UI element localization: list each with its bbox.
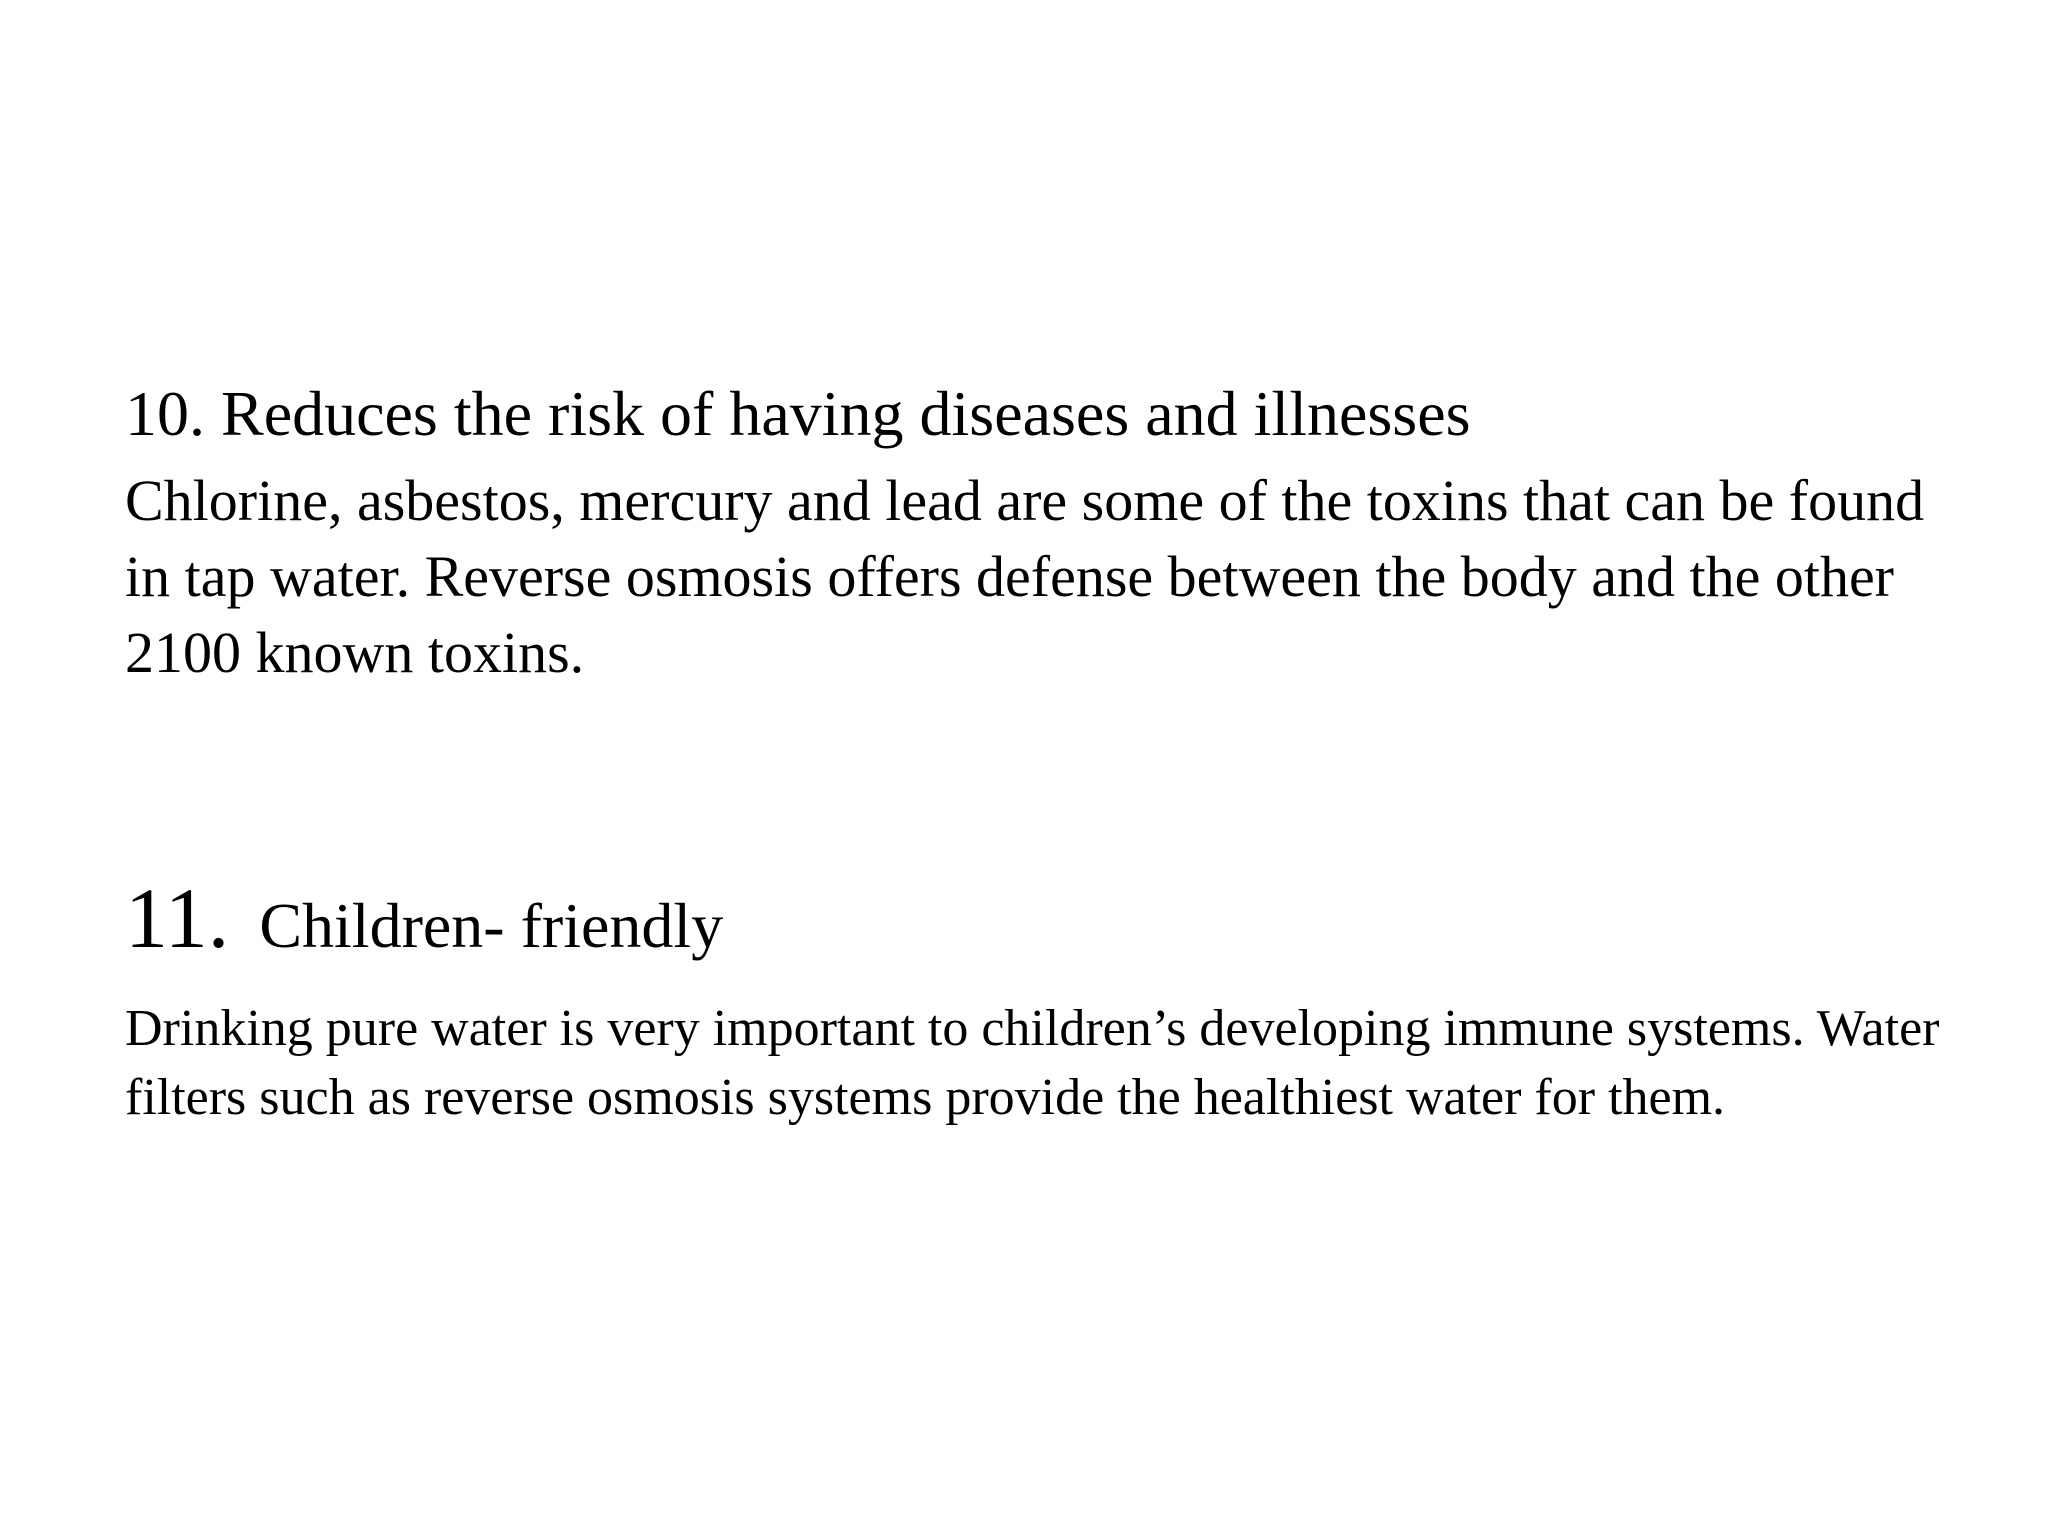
section-11-title: Children- friendly <box>259 890 724 961</box>
section-10 <box>125 375 1955 691</box>
section-11-body: Drinking pure water is very important to children’s developing immune systems. Water filters such as reverse osmosis systems provide the healthiest water for them. <box>125 1000 1940 1126</box>
section-11-heading <box>125 870 1955 988</box>
section-10-body: Chlorine, asbestos, mercury and lead are some of the toxins that can be found in tap water. Reverse osmosis offers defense between the body and the other 2100 known toxins. <box>125 468 1925 685</box>
section-11 <box>125 870 1955 1132</box>
section-11-number: 11. <box>125 870 230 966</box>
section-10-heading: 10. Reduces the risk of having diseases and illnesses <box>125 378 1471 449</box>
